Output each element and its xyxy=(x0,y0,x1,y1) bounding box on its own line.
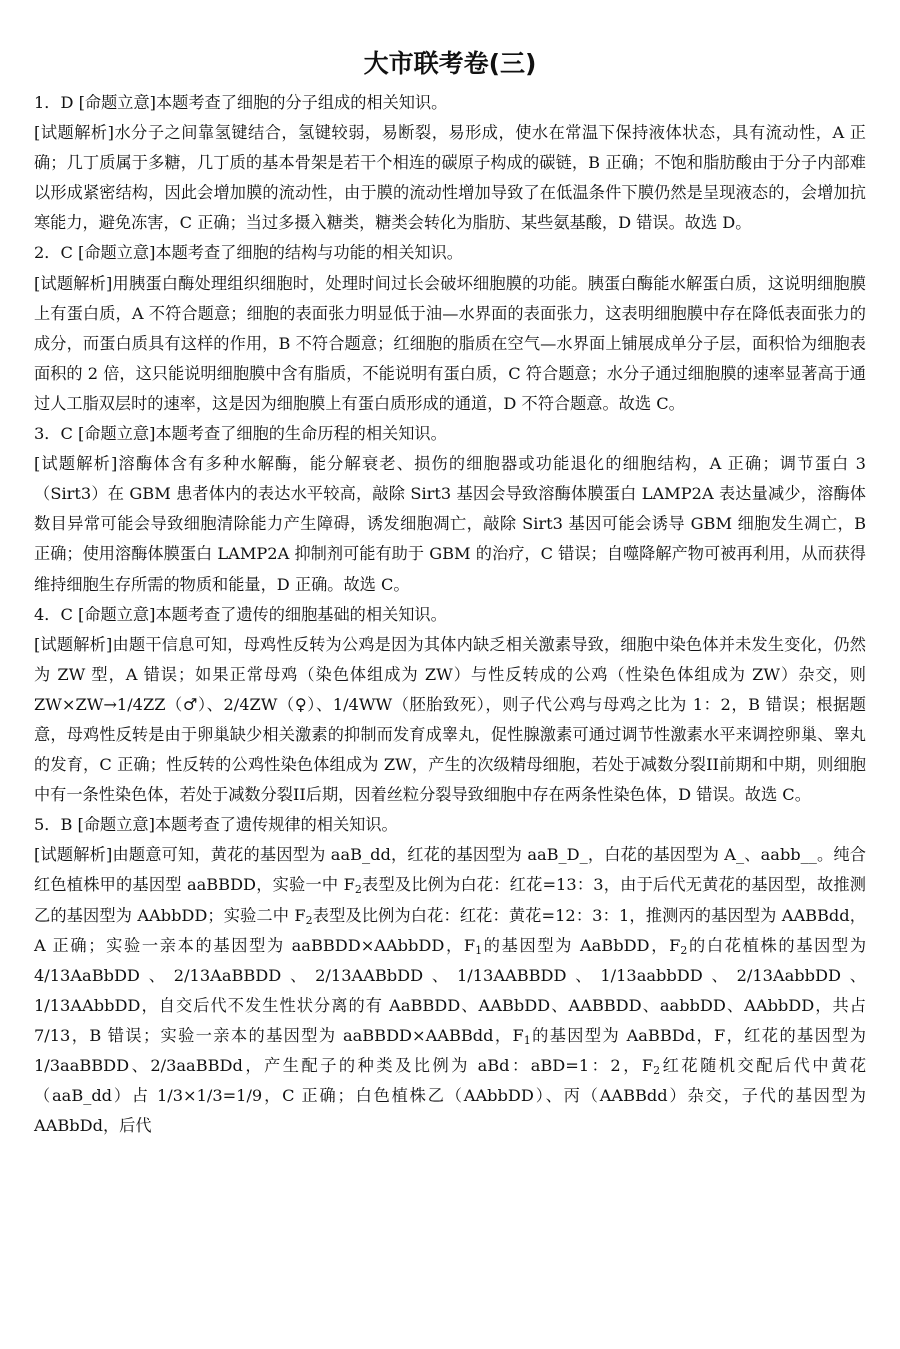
subscript: 2 xyxy=(680,943,688,957)
explanation-text: [试题解析]由题意可知，黄花的基因型为 aaB_dd，红花的基因型为 aaB_D_，白花的基因型为 A_、aabb__。纯合红色植株甲的基因型 aaBBDD，实验一中 F xyxy=(34,845,866,895)
question-5-header: 5．B [命题立意]本题考查了遗传规律的相关知识。 xyxy=(34,815,398,835)
explanation-text: 的基因型为 AaBBDd，F，红花的基因型为 1/3aaBBDD、2/3aaBBDd，产生配子的种类及比例为 aBd：aBD=1：2，F xyxy=(34,1025,866,1075)
subscript: 2 xyxy=(354,883,362,897)
question-1-explanation: [试题解析]水分子之间靠氢键结合，氢键较弱，易断裂，易形成，使水在常温下保持液体状态，具有流动性，A 正确；几丁质属于多糖，几丁质的基本骨架是若干个相连的碳原子构成的碳链，B 正确；不饱和脂肪酸由于分子内部难以形成紧密结构，因此会增加膜的流动性，由于膜的流动性增加导致了在低温条件下膜仍然是呈现液态的，会增加抗寒能力，避免冻害，C 正确；当过多摄入糖类，糖类会转化为脂肪、某些氨基酸，D 错误。故选 D。 xyxy=(34,123,866,233)
explanation-text: 的白花植株的基因型为 4/13AaBbDD、2/13AaBBDD、2/13AABbDD、1/13AABBDD、1/13aabbDD、2/13AabbDD、1/13AAbbDD，自交后代不发生性状分离的有 AaBBDD、AABbDD、AABBDD、aabbDD、AAbbDD，共占 7/13，B 错误；实验一亲本的基因型为 aaBBDD×AABBdd，F xyxy=(34,935,867,1045)
answer-page xyxy=(0,40,900,1349)
question-4-header: 4．C [命题立意]本题考查了遗传的细胞基础的相关知识。 xyxy=(34,604,447,624)
question-5-explanation xyxy=(34,840,866,1141)
question-3-header: 3．C [命题立意]本题考查了细胞的生命历程的相关知识。 xyxy=(34,424,447,444)
page-title: 大市联考卷(三) xyxy=(363,49,537,78)
explanation-text: 表型及比例为白花：红花=13：3，由于后代无黄花的基因型，故推测乙的基因型为 AAbbDD；实验二中 F xyxy=(34,875,866,925)
question-2-header: 2．C [命题立意]本题考查了细胞的结构与功能的相关知识。 xyxy=(34,243,463,263)
question-2-explanation: [试题解析]用胰蛋白酶处理组织细胞时，处理时间过长会破坏细胞膜的功能。胰蛋白酶能水解蛋白质，这说明细胞膜上有蛋白质，A 不符合题意；细胞的表面张力明显低于油—水界面的表面张力，这表明细胞膜中存在降低表面张力的成分，而蛋白质具有这样的作用，B 不符合题意；红细胞的脂质在空气—水界面上铺展成单分子层，面积恰为细胞表面积的 2 倍，这只能说明细胞膜中含有脂质，不能说明有蛋白质，C 符合题意；水分子通过细胞膜的速率显著高于通过人工脂双层时的速率，这是因为细胞膜上有蛋白质形成的通道，D 不符合题意。故选 C。 xyxy=(34,273,866,413)
subscript: 2 xyxy=(653,1064,661,1077)
question-1-header: 1．D [命题立意]本题考查了细胞的分子组成的相关知识。 xyxy=(34,93,448,112)
subscript: 1 xyxy=(523,1033,531,1047)
explanation-text: 表型及比例为白花：红花：黄花=12：3：1，推测丙的基因型为 AABBdd，A 正确；实验一亲本的基因型为 aaBBDD×AAbbDD，F xyxy=(34,905,866,955)
question-3-explanation: [试题解析]溶酶体含有多种水解酶，能分解衰老、损伤的细胞器或功能退化的细胞结构，A 正确；调节蛋白 3（Sirt3）在 GBM 患者体内的表达水平较高，敲除 Sirt3 基因会导致溶酶体膜蛋白 LAMP2A 表达量减少，溶酶体数目异常可能会导致细胞清除能力产生障碍，诱发细胞凋亡，敲除 Sirt3 基因可能会诱导 GBM 细胞发生凋亡，B 正确；使用溶酶体膜蛋白 LAMP2A 抑制剂可能有助于 GBM 的治疗，C 错误；自噬降解产物可被再利用，从而获得维持细胞生存所需的物质和能量，D 正确。故选 C。 xyxy=(34,454,866,594)
subscript: 2 xyxy=(305,913,313,927)
question-4-explanation: [试题解析]由题干信息可知，母鸡性反转为公鸡是因为其体内缺乏相关激素导致，细胞中染色体并未发生变化，仍然为 ZW 型，A 错误；如果正常母鸡（染色体组成为 ZW）与性反转成的公鸡（性染色体组成为 ZW）杂交，则 ZW×ZW→1/4ZZ（♂）、2/4ZW（♀）、1/4WW（胚胎致死），则子代公鸡与母鸡之比为 1：2，B 错误；根据题意，母鸡性反转是由于卵巢缺少相关激素的抑制而发育成睾丸，促性腺激素可通过调节性激素水平来调控卵巢、睾丸的发育，C 正确；性反转的公鸡性染色体组成为 ZW，产生的次级精母细胞，若处于减数分裂II前期和中期，则细胞中有一条性染色体，若处于减数分裂II后期，因着丝粒分裂导致细胞中存在两条性染色体，D 错误。故选 C。 xyxy=(34,634,866,805)
explanation-text: 红花随机交配后代中黄花（aaB_dd）占 1/3×1/3=1/9，C 正确；白色植株乙（AAbbDD）、丙（AABBdd）杂交，子代的基因型为 AABbDd，后代 xyxy=(34,1056,867,1136)
explanation-text: 的基因型为 AaBbDD，F xyxy=(482,935,681,955)
answer-content xyxy=(34,88,866,1141)
subscript: 1 xyxy=(475,943,483,957)
